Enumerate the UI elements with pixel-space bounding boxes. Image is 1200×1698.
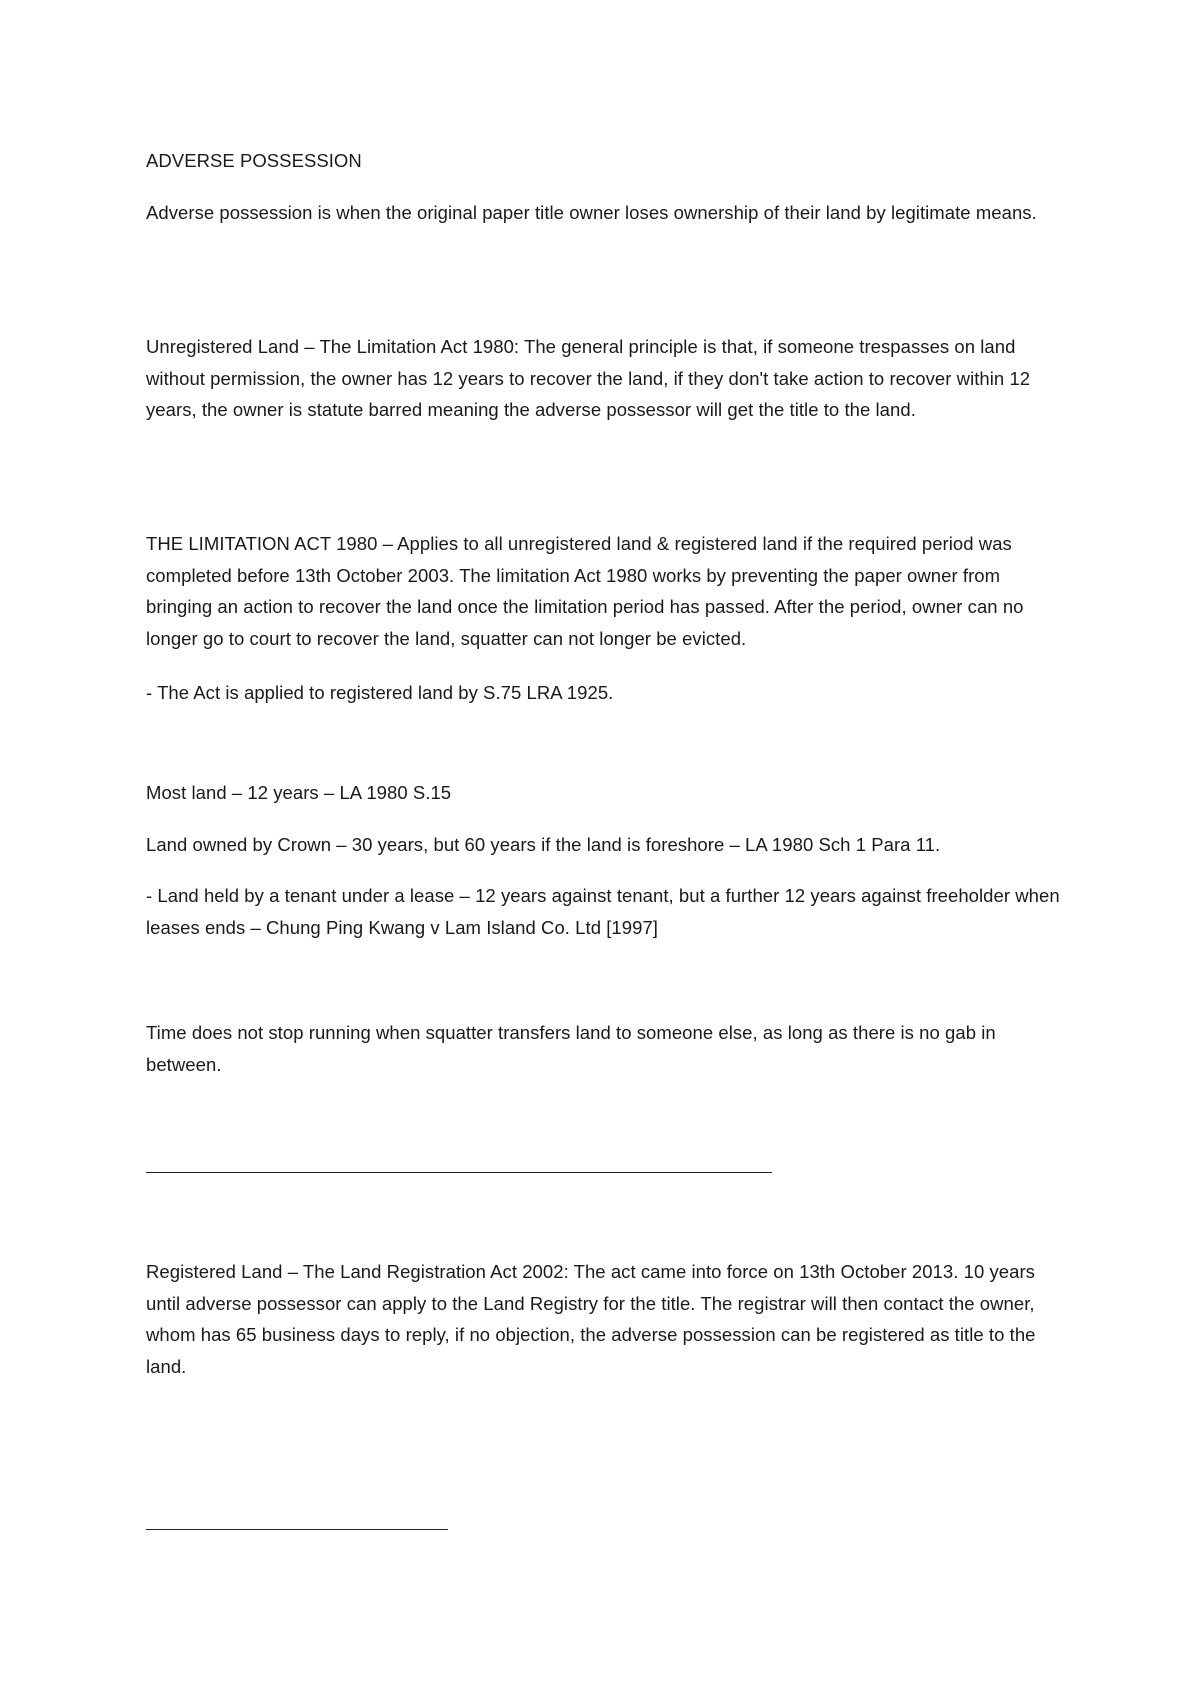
crown-land-line: Land owned by Crown – 30 years, but 60 years if the land is foreshore – LA 1980 Sch 1 Para 11. [146, 834, 941, 855]
document-title: ADVERSE POSSESSION [146, 150, 362, 171]
unregistered-land-paragraph: Unregistered Land – The Limitation Act 1980: The general principle is that, if someone trespasses on land without permission, the owner has 12 years to recover the land, if they don't take action to recover within 12 years, the owner is statute barred meaning the adverse possessor will get the title to the land. [146, 336, 1031, 420]
most-land-line: Most land – 12 years – LA 1980 S.15 [146, 782, 452, 803]
time-running-paragraph: Time does not stop running when squatter transfers land to someone else, as long as there is no gab in between. [146, 1022, 996, 1075]
act-applied-note: - The Act is applied to registered land by S.75 LRA 1925. [146, 682, 614, 703]
end-divider [146, 1529, 448, 1530]
tenant-land-paragraph: - Land held by a tenant under a lease – 12 years against tenant, but a further 12 years against freeholder when leases ends – Chung Ping Kwang v Lam Island Co. Ltd [1997] [146, 885, 1060, 938]
intro-paragraph: Adverse possession is when the original paper title owner loses ownership of their land by legitimate means. [146, 202, 1037, 223]
section-divider [146, 1172, 772, 1173]
registered-land-paragraph: Registered Land – The Land Registration Act 2002: The act came into force on 13th October 2013. 10 years until adverse possessor can apply to the Land Registry for the title. The registrar will then contact the owner, whom has 65 business days to reply, if no objection, the adverse possession can be registered as title to the land. [146, 1261, 1036, 1377]
limitation-act-paragraph: THE LIMITATION ACT 1980 – Applies to all unregistered land & registered land if the required period was completed before 13th October 2003. The limitation Act 1980 works by preventing the paper owner from bringing an action to recover the land once the limitation period has passed. After the period, owner can no longer go to court to recover the land, squatter can not longer be evicted. [146, 533, 1024, 649]
